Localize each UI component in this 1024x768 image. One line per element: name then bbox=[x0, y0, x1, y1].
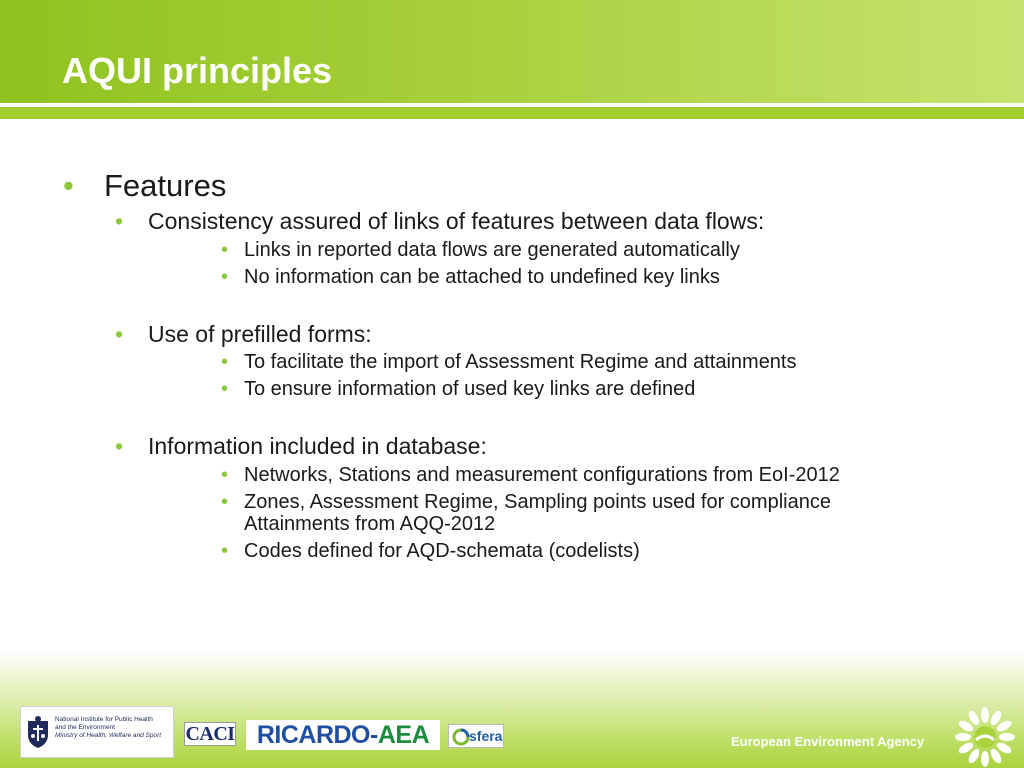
bullet-dot: • bbox=[221, 540, 229, 562]
sfera-logo bbox=[448, 724, 504, 748]
sun-logo-icon bbox=[954, 706, 1016, 768]
bullet-dot: • bbox=[115, 433, 124, 459]
eea-label: European Environment Agency bbox=[731, 734, 925, 749]
bullet-ensure-information: To ensure information of used key links are defined bbox=[244, 378, 696, 400]
bullet-facilitate-import: To facilitate the import of Assessment Regime and attainments bbox=[244, 351, 797, 373]
bullet-dot: • bbox=[63, 168, 74, 203]
bullet-networks-stations: Networks, Stations and measurement configurations from EoI-2012 bbox=[244, 464, 840, 486]
bullet-dot: • bbox=[115, 321, 124, 347]
bullet-codes-defined: Codes defined for AQD-schemata (codelists) bbox=[244, 540, 640, 562]
bullet-no-information: No information can be attached to undefined key links bbox=[244, 266, 720, 288]
bullet-dot: • bbox=[221, 464, 229, 486]
bullet-dot: • bbox=[115, 208, 124, 234]
bullet-links-generated: Links in reported data flows are generated automatically bbox=[244, 239, 740, 261]
rivm-logo bbox=[20, 706, 174, 758]
ricardo-text: RICARDO- bbox=[256, 721, 378, 749]
bullet-dot: • bbox=[221, 491, 229, 513]
aea-text: AEA bbox=[377, 721, 430, 749]
rivm-line-3: Ministry of Health, Welfare and Sport bbox=[55, 732, 162, 739]
bullet-information-database: Information included in database: bbox=[148, 433, 487, 459]
caci-logo: CACI bbox=[185, 723, 235, 745]
bullet-dot: • bbox=[221, 266, 229, 288]
swirl-icon bbox=[452, 728, 470, 746]
slide-title: AQUI principles bbox=[62, 50, 333, 91]
ricardo-aea-logo bbox=[246, 720, 440, 750]
rivm-text bbox=[55, 716, 161, 740]
bullet-dot: • bbox=[221, 239, 229, 261]
bullet-features: Features bbox=[104, 168, 227, 203]
bullet-dot: • bbox=[221, 378, 229, 400]
bullet-prefilled-forms: Use of prefilled forms: bbox=[148, 321, 372, 347]
rivm-line-1: National Institute for Public Health bbox=[55, 716, 153, 723]
rivm-line-2: and the Environment bbox=[55, 724, 115, 731]
crest-icon bbox=[25, 715, 51, 749]
bullet-dot: • bbox=[221, 351, 229, 373]
bullet-zones-assessment: Zones, Assessment Regime, Sampling points used for compliance Attainments from AQQ-2012 bbox=[244, 491, 831, 535]
sfera-text: sfera bbox=[469, 728, 503, 744]
header-accent-bar bbox=[0, 107, 1024, 119]
bullet-consistency: Consistency assured of links of features between data flows: bbox=[148, 208, 765, 234]
